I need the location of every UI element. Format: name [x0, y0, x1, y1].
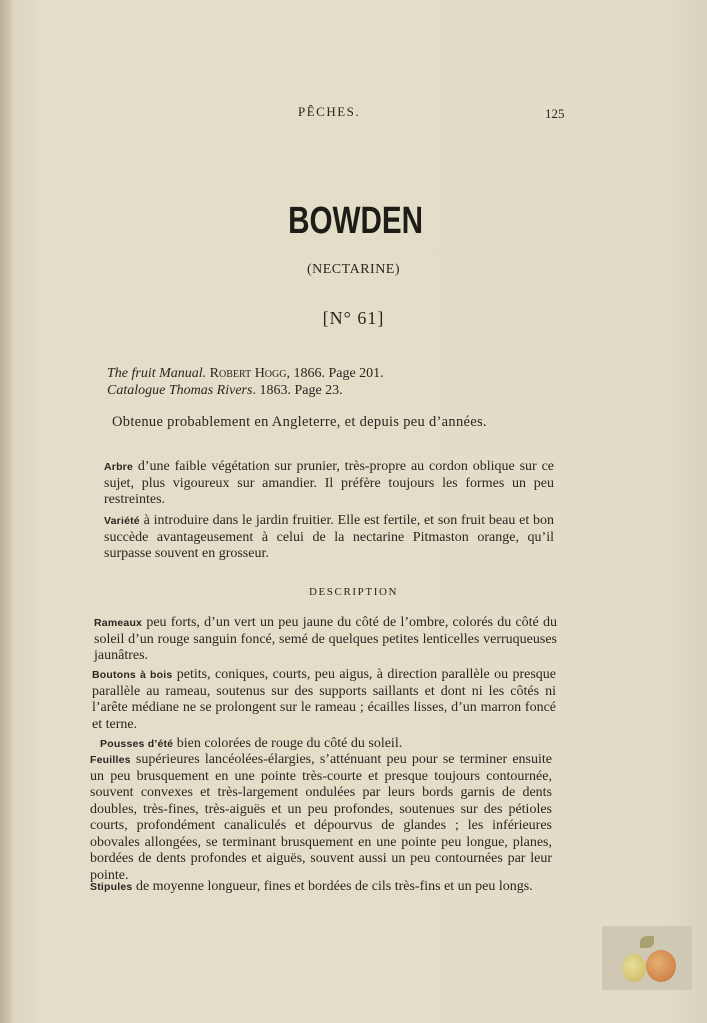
description-lead: Feuilles	[90, 754, 131, 766]
reference-author: Robert Hogg	[209, 366, 287, 381]
reference-line	[107, 383, 343, 399]
description-lead: Pousses d’été	[100, 738, 174, 750]
watermark-peach-icon	[646, 950, 676, 982]
description-text: peu forts, d’un vert un peu jaune du côté de l’ombre, colorés du côté du soleil d’un rouge sanguin foncé, semé de quelques petites lenticelles verruqueuses jaunâtres.	[94, 615, 557, 663]
description-rameaux	[94, 615, 557, 665]
paragraph-text: d’une faible végétation sur prunier, très-propre au cordon oblique sur ce sujet, plus vigoureux sur amandier. Il préfère toujours les formes un peu restreintes.	[104, 459, 554, 507]
entry-number: [N° 61]	[322, 308, 385, 328]
entry-title: BOWDEN	[288, 200, 424, 242]
book-gutter	[0, 0, 12, 1023]
watermark-pear-icon	[622, 954, 646, 982]
watermark-leaf-icon	[640, 936, 654, 948]
paragraph-arbre	[104, 459, 554, 509]
reference-work: Catalogue Thomas Rivers	[107, 383, 253, 398]
paragraph-lead: Variété	[104, 515, 140, 527]
section-title: DESCRIPTION	[308, 586, 399, 598]
paragraph-variete	[104, 513, 554, 563]
description-text: bien colorées de rouge du côté du soleil.	[173, 736, 403, 751]
description-pousses	[100, 736, 556, 753]
reference-line	[107, 366, 384, 382]
intro-line: Obtenue probablement en Angleterre, et depuis peu d’années.	[112, 414, 487, 430]
description-feuilles	[90, 752, 552, 884]
description-boutons	[92, 667, 556, 733]
description-lead: Stipules	[90, 881, 133, 893]
page-number: 125	[545, 106, 565, 121]
paragraph-text: à introduire dans le jardin fruitier. Elle est fertile, et son fruit beau et bon succède avantageusement à celui de la nectarine Pitmaston orange, qu’il surpasse souvent en grosseur.	[104, 513, 554, 561]
reference-rest: . 1863. Page 23.	[252, 383, 343, 398]
description-text: supérieures lancéolées-élargies, s’atténuant peu pour se terminer ensuite un peu brusquement en une pointe très-courte et presque toujours contournée, souvent convexes et très-largement ondulées par leurs bords garnis de dents doubles, très-fines, très-aiguës et un peu profondes, soutenues sur des pétioles courts, profondément canaliculés et dépourvus de glandes ; les inférieures obovales allongées, se terminant brusquement en une pointe peu longue, planes, bordées de dents profondes et aiguës, souvent aussi un peu contournées par leur pointe.	[90, 752, 552, 883]
description-stipules	[90, 879, 550, 896]
paragraph-lead: Arbre	[104, 461, 134, 473]
entry-subtitle: (NECTARINE)	[306, 262, 401, 277]
description-text: petits, coniques, courts, peu aigus, à direction parallèle ou presque parallèle au rameau, soutenus sur des supports saillants et dont ni les côtés ni l’arête médiane ne se prolongent sur le rameau ; écailles lisses, d’un marron foncé et terne.	[92, 667, 556, 732]
description-lead: Boutons à bois	[92, 669, 173, 681]
description-lead: Rameaux	[94, 617, 143, 629]
reference-rest: , 1866. Page 201.	[286, 366, 384, 381]
running-head: PÊCHES.	[298, 104, 361, 119]
description-text: de moyenne longueur, fines et bordées de cils très-fins et un peu longs.	[132, 879, 533, 894]
reference-work: The fruit Manual.	[107, 366, 207, 381]
